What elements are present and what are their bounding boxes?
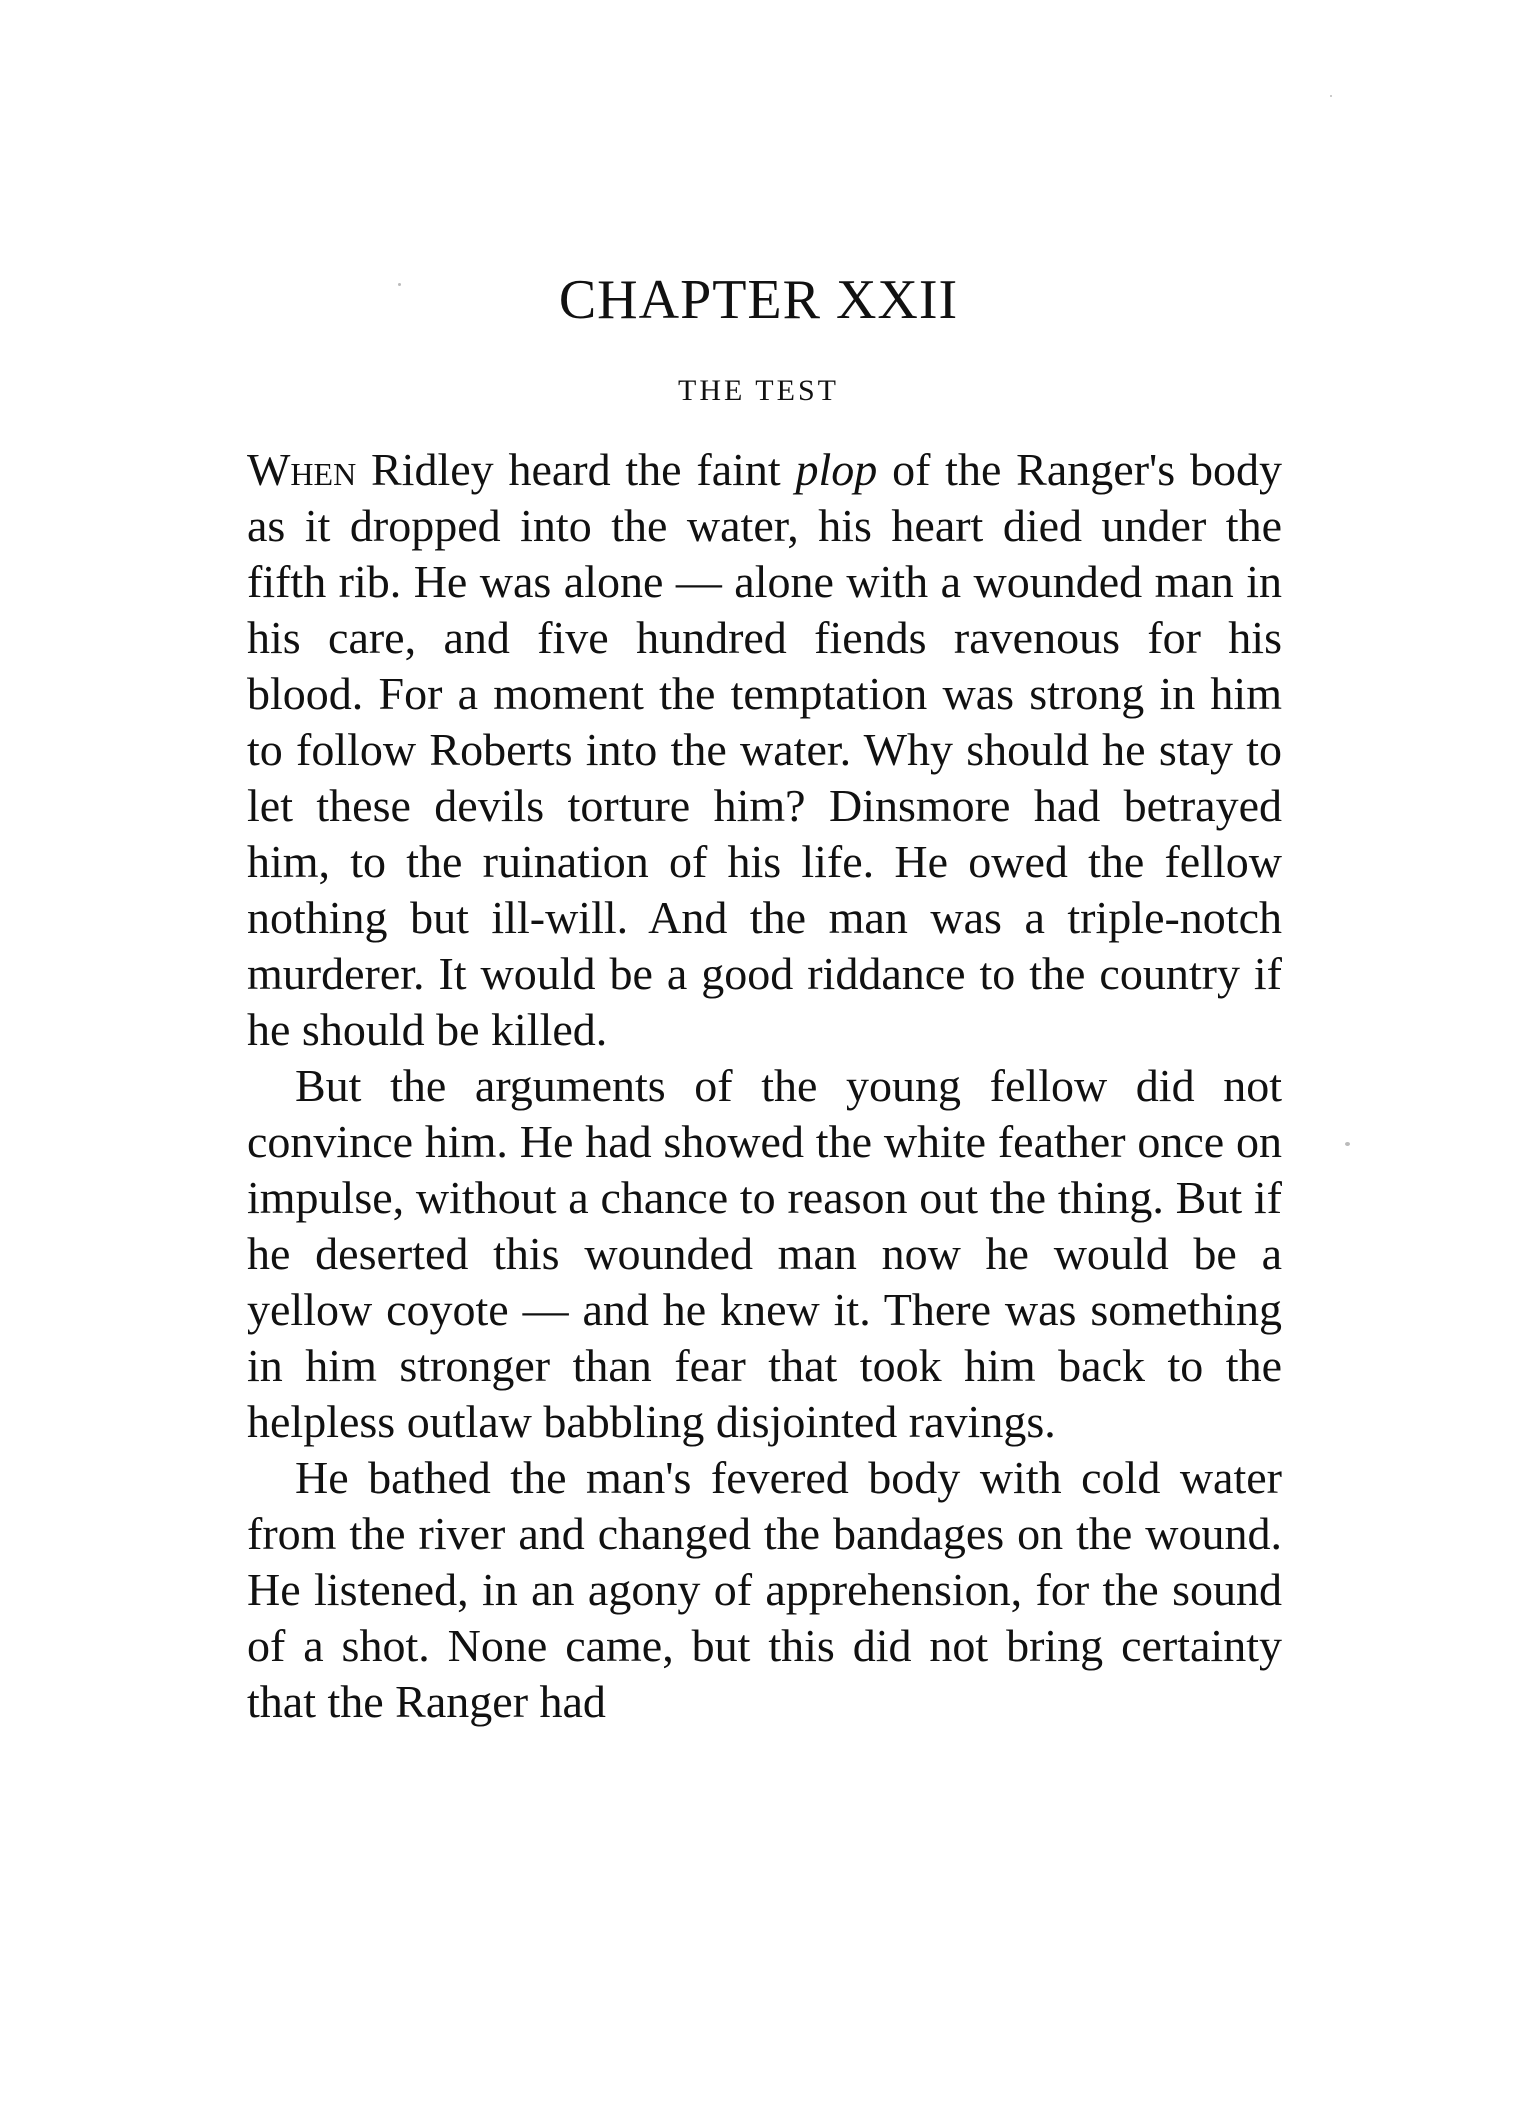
paragraph-1-text-a: Ridley heard the faint bbox=[356, 444, 796, 495]
chapter-subtitle: THE TEST bbox=[678, 374, 839, 407]
body-text bbox=[247, 442, 1282, 1730]
paragraph-1 bbox=[247, 442, 1282, 1058]
paper-speck bbox=[1345, 1142, 1350, 1146]
paragraph-2: But the arguments of the young fellow did not convince him. He had showed the white feather once on impulse, without a chance to reason out the thing. But if he deserted this wounded man now he would be a yellow coyote — and he knew it. There was something in him stronger than fear that took him back to the helpless outlaw babbling disjointed ravings. bbox=[247, 1060, 1282, 1447]
paper-speck bbox=[398, 283, 401, 286]
paper-speck bbox=[1330, 95, 1332, 97]
chapter-title: CHAPTER XXII bbox=[558, 269, 959, 331]
paragraph-1-lead-word: When bbox=[247, 444, 357, 495]
paragraph-3: He bathed the man's fevered body with cold water from the river and changed the bandages on the wound. He listened, in an agony of apprehension, for the sound of a shot. None came, but this did not bring certainty that the Ranger had bbox=[247, 1452, 1282, 1727]
paragraph-1-emphasis: plop bbox=[795, 444, 878, 495]
paragraph-1-text-b: of the Ranger's body as it dropped into the water, his heart died under the fifth rib. He was alone — alone with a wounded man in his care, and five hundred fiends ravenous for his blood. For a moment the temptation was strong in him to follow Roberts into the water. Why should he stay to let these devils torture him? Dinsmore had betrayed him, to the ruination of his life. He owed the fellow nothing but ill-will. And the man was a triple-notch murderer. It would be a good riddance to the country if he should be killed. bbox=[247, 444, 1282, 1055]
